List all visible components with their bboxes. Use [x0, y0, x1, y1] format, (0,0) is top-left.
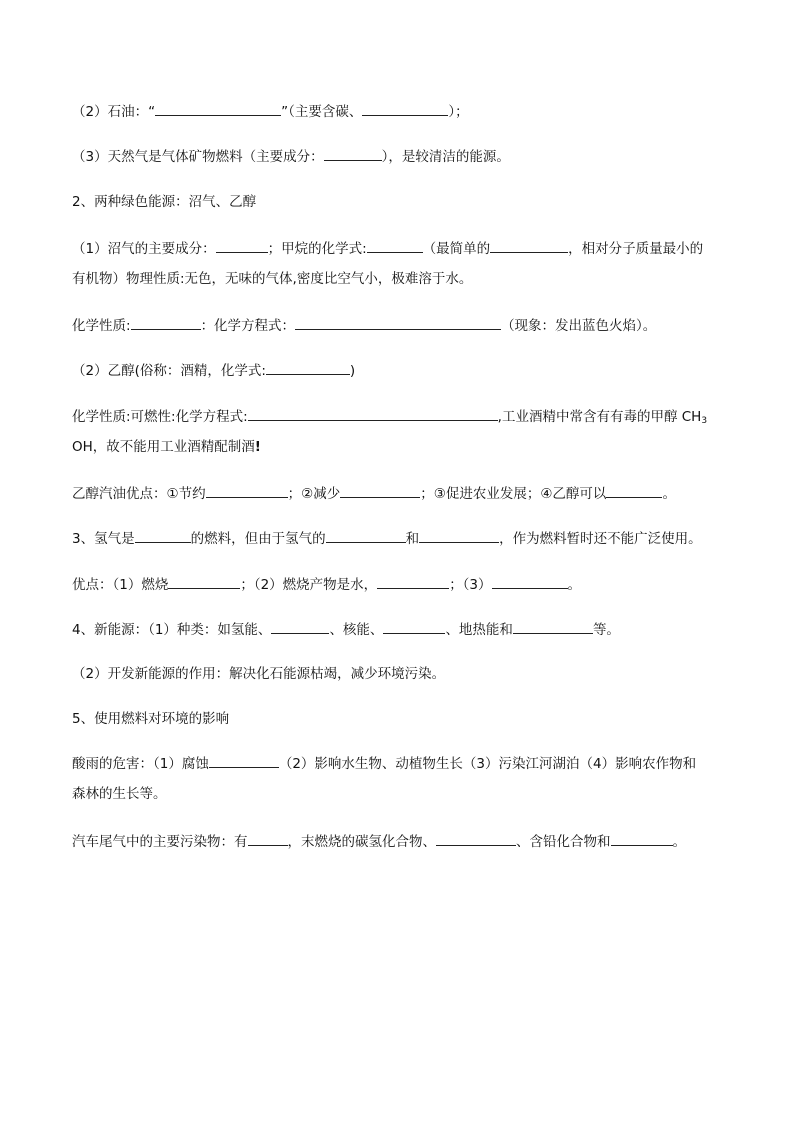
text-segment: ，作为燃料暂时还不能广泛使用。	[499, 531, 702, 547]
text-segment: 、含铅化合物和	[516, 834, 611, 850]
text-segment: ）；	[448, 104, 469, 120]
text-segment: 化学性质:可燃性:化学方程式:	[72, 409, 248, 425]
answer-blank[interactable]	[295, 315, 501, 330]
answer-blank[interactable]	[362, 101, 448, 116]
hydrogen-advantages-line	[72, 574, 581, 595]
text-segment: 、地热能和	[445, 622, 513, 638]
text-segment: （现象：发出蓝色火焰）。	[501, 318, 657, 334]
text-segment: 。	[567, 577, 582, 593]
answer-blank[interactable]	[377, 574, 449, 589]
answer-blank[interactable]	[271, 619, 329, 634]
answer-blank[interactable]	[216, 238, 268, 253]
text-segment: ；②减少	[287, 486, 341, 502]
petroleum-line	[72, 101, 469, 122]
answer-blank[interactable]	[383, 619, 445, 634]
ethanol-chemical-line	[72, 406, 707, 431]
text-segment: 优点：（1）燃烧	[72, 577, 169, 593]
hydrogen-line	[72, 528, 702, 549]
text-segment: 和	[405, 531, 420, 547]
text-segment: （1）沼气的主要成分：	[72, 241, 216, 257]
answer-blank[interactable]	[168, 574, 240, 589]
text-segment: 乙醇汽油优点：①节约	[72, 486, 206, 502]
text-segment: ”（主要含碳、	[281, 104, 363, 120]
text-segment: 4、新能源：（1）种类：如氢能、	[72, 622, 272, 638]
methanol-warning-line	[72, 437, 261, 457]
text-segment: 汽车尾气中的主要污染物：有	[72, 834, 248, 850]
biogas-properties-line	[72, 269, 472, 289]
text-segment: 的燃料，但由于氢气的	[190, 531, 326, 547]
text-segment: ；（2）燃烧产物是水，	[240, 577, 378, 593]
gasohol-advantages-line	[72, 483, 676, 504]
text-segment: （最简单的	[422, 241, 491, 257]
text-segment: ,工业酒精中常含有有毒的甲醇 CH	[497, 409, 702, 425]
chemical-property-line	[72, 315, 656, 336]
text-segment: ，末燃烧的碳氢化合物、	[287, 834, 436, 850]
text-segment: ；（3）	[449, 577, 492, 593]
biogas-line	[72, 238, 703, 259]
text-segment: 、核能、	[329, 622, 384, 638]
text-segment: 森林的生长等。	[72, 786, 167, 802]
section-heading-environment	[72, 709, 229, 729]
answer-blank[interactable]	[206, 483, 288, 498]
answer-blank[interactable]	[209, 753, 279, 768]
text-segment: 酸雨的危害：（1）腐蚀	[72, 756, 209, 772]
text-segment: （3）天然气是气体矿物燃料（主要成分：	[72, 149, 324, 165]
answer-blank[interactable]	[340, 483, 420, 498]
text-segment: )	[349, 363, 356, 379]
answer-blank[interactable]	[266, 360, 350, 375]
answer-blank[interactable]	[248, 831, 288, 846]
text-segment: 等。	[592, 622, 620, 638]
new-energy-role-line	[72, 664, 445, 684]
text-segment: ，相对分子质量最小的	[568, 241, 704, 257]
text-segment: （2）石油：“	[72, 104, 156, 120]
answer-blank[interactable]	[324, 146, 382, 161]
text-segment: ），是较清洁的能源。	[381, 149, 510, 165]
text-segment: ；③促进农业发展；④乙醇可以	[420, 486, 607, 502]
answer-blank[interactable]	[606, 483, 662, 498]
answer-blank[interactable]	[135, 528, 191, 543]
new-energy-line	[72, 619, 620, 640]
exclamation-mark: !	[254, 439, 261, 455]
answer-blank[interactable]	[248, 406, 498, 421]
text-segment: 2、两种绿色能源：沼气、乙醇	[72, 194, 257, 210]
text-segment: 化学性质:	[72, 318, 131, 334]
subscript: 3	[701, 416, 708, 426]
text-segment: OH，故不能用工业酒精配制酒	[72, 439, 255, 455]
natural-gas-line	[72, 146, 510, 167]
text-segment: ；甲烷的化学式:	[267, 241, 367, 257]
text-segment: （2）乙醇(俗称：酒精，化学式:	[72, 363, 266, 379]
answer-blank[interactable]	[492, 574, 568, 589]
text-segment: 3、氢气是	[72, 531, 135, 547]
section-heading-green-energy	[72, 192, 256, 212]
text-segment: 5、使用燃料对环境的影响	[72, 711, 230, 727]
answer-blank[interactable]	[419, 528, 499, 543]
text-segment: 。	[672, 834, 686, 850]
text-segment: 有机物）物理性质:无色，无味的气体,密度比空气小，极难溶于水。	[72, 271, 473, 287]
acid-rain-continued-line	[72, 784, 167, 804]
text-segment: 。	[662, 486, 676, 502]
answer-blank[interactable]	[436, 831, 516, 846]
answer-blank[interactable]	[611, 831, 673, 846]
answer-blank[interactable]	[131, 315, 201, 330]
text-segment: （2）开发新能源的作用：解决化石能源枯竭，减少环境污染。	[72, 666, 446, 682]
answer-blank[interactable]	[326, 528, 406, 543]
text-segment: （2）影响水生物、动植物生长（3）污染江河湖泊（4）影响农作物和	[278, 756, 697, 772]
answer-blank[interactable]	[513, 619, 593, 634]
answer-blank[interactable]	[155, 101, 281, 116]
exhaust-pollutants-line	[72, 831, 686, 852]
text-segment: ：化学方程式：	[200, 318, 296, 334]
acid-rain-line	[72, 753, 696, 774]
answer-blank[interactable]	[367, 238, 423, 253]
answer-blank[interactable]	[490, 238, 568, 253]
ethanol-line	[72, 360, 355, 381]
